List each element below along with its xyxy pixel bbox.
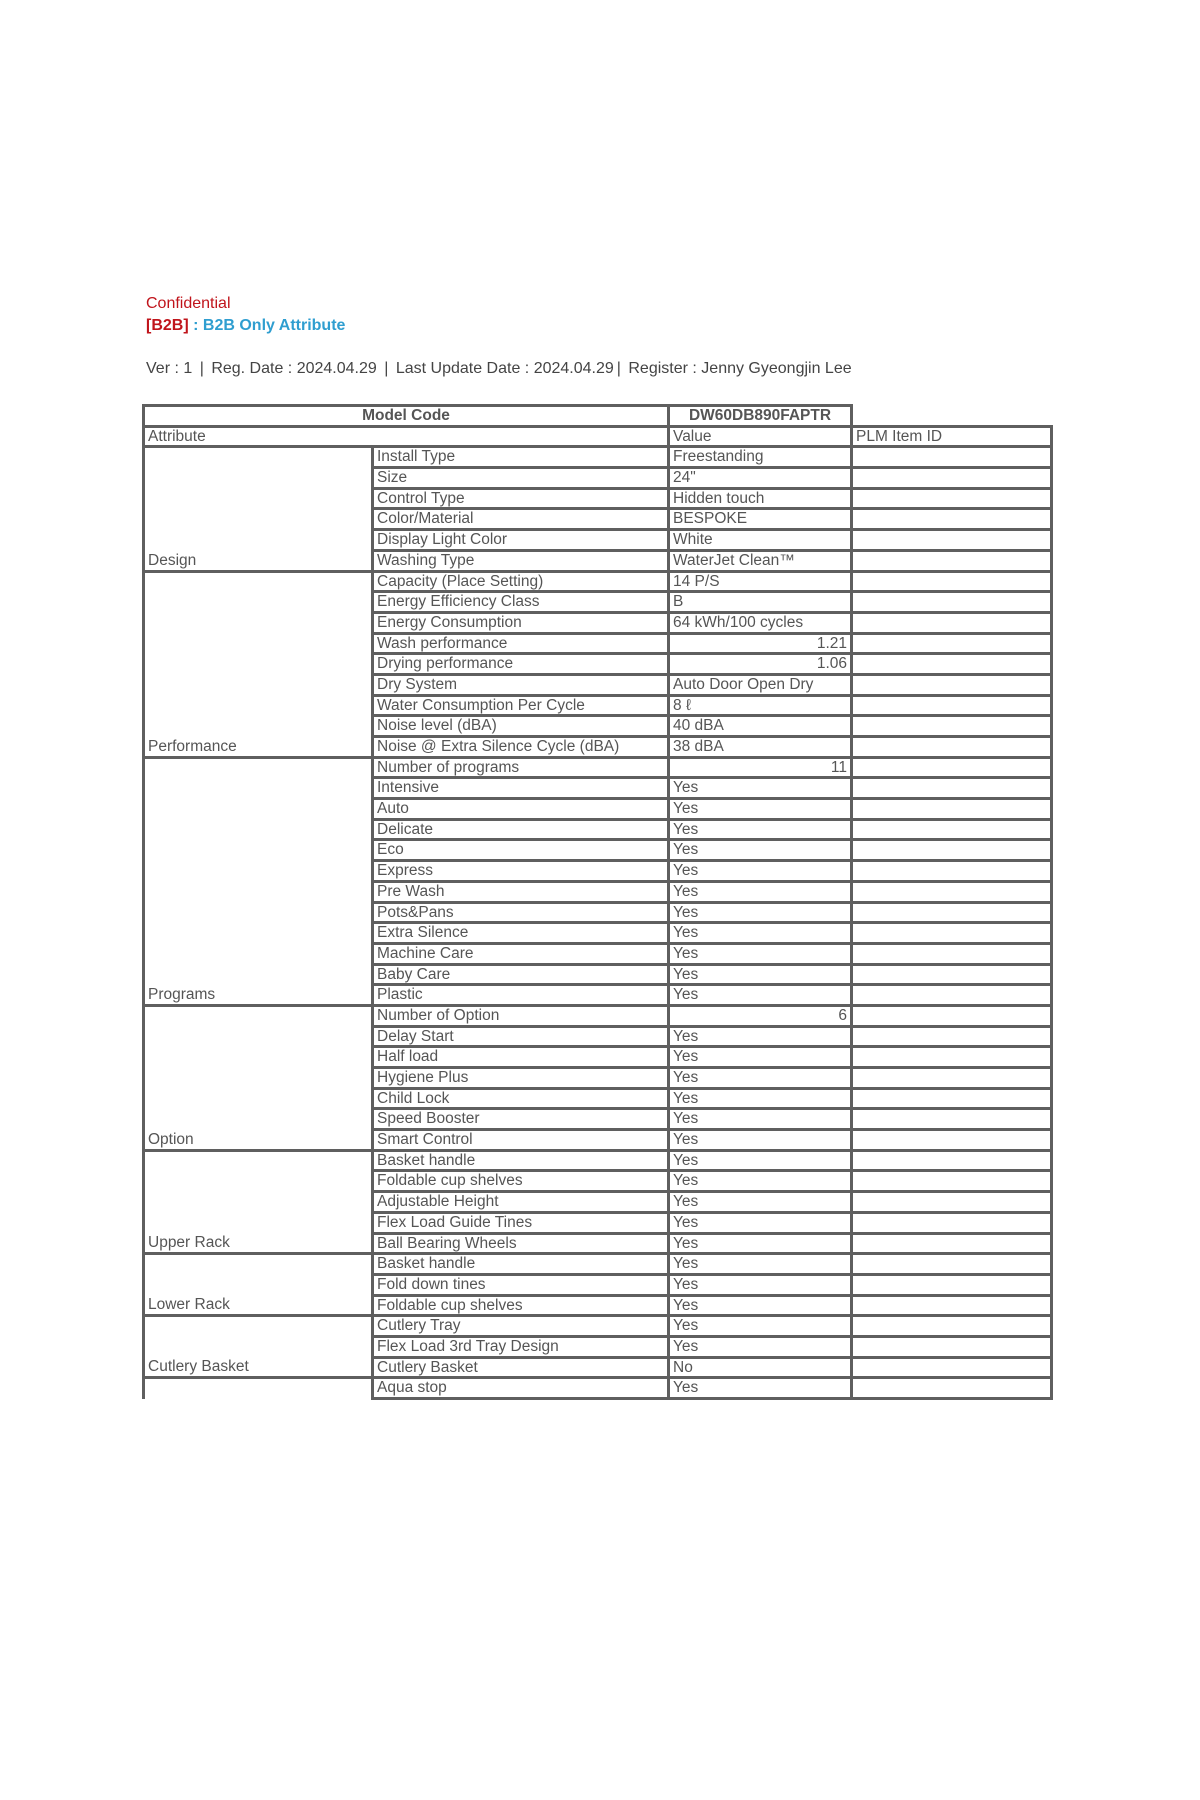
attribute-cell: Basket handle	[373, 1150, 669, 1171]
b2b-tag: [B2B]	[146, 317, 189, 334]
plm-item-id-cell	[852, 1274, 1052, 1295]
value-cell: Yes	[669, 1171, 852, 1192]
attribute-cell: Machine Care	[373, 943, 669, 964]
plm-item-id-cell	[852, 985, 1052, 1006]
plm-item-id-cell	[852, 1192, 1052, 1213]
plm-item-id-cell	[852, 902, 1052, 923]
value-cell: Yes	[669, 902, 852, 923]
attribute-header: Attribute	[144, 426, 669, 447]
register-label: Register : Jenny Gyeongjin Lee	[628, 360, 852, 377]
plm-item-id-cell	[852, 612, 1052, 633]
plm-item-id-cell	[852, 592, 1052, 613]
attribute-cell: Hygiene Plus	[373, 1068, 669, 1089]
plm-item-id-cell	[852, 1088, 1052, 1109]
plm-item-id-cell	[852, 1068, 1052, 1089]
last-update-label: Last Update Date : 2024.04.29	[395, 360, 614, 377]
value-cell: Yes	[669, 1316, 852, 1337]
value-cell: Yes	[669, 1192, 852, 1213]
attribute-cell: Size	[373, 468, 669, 489]
plm-item-id-cell	[852, 1212, 1052, 1233]
plm-item-id-cell	[852, 799, 1052, 820]
plm-item-id-cell	[852, 633, 1052, 654]
plm-item-id-cell	[852, 674, 1052, 695]
plm-item-id-cell	[852, 550, 1052, 571]
divider: |	[199, 360, 204, 377]
value-cell: Yes	[669, 881, 852, 902]
value-cell: 6	[669, 1005, 852, 1026]
table-row	[144, 1150, 1052, 1171]
attribute-cell: Speed Booster	[373, 1109, 669, 1130]
attribute-cell: Cutlery Tray	[373, 1316, 669, 1337]
value-cell: Yes	[669, 1233, 852, 1254]
attribute-cell: Water Consumption Per Cycle	[373, 695, 669, 716]
attribute-cell: Number of Option	[373, 1005, 669, 1026]
version-label: Ver : 1	[146, 360, 193, 377]
attribute-cell: Eco	[373, 840, 669, 861]
attribute-cell: Adjustable Height	[373, 1192, 669, 1213]
spec-table	[142, 404, 1053, 1400]
value-cell: BESPOKE	[669, 509, 852, 530]
category-cell: Performance	[144, 571, 373, 757]
plm-item-id-cell	[852, 1150, 1052, 1171]
plm-item-id-cell	[852, 468, 1052, 489]
model-code-value: DW60DB890FAPTR	[669, 406, 852, 427]
category-cell: Cutlery Basket	[144, 1316, 373, 1378]
value-cell: Yes	[669, 923, 852, 944]
table-row	[144, 1254, 1052, 1275]
value-cell: Yes	[669, 799, 852, 820]
attribute-cell: Energy Efficiency Class	[373, 592, 669, 613]
attribute-cell: Wash performance	[373, 633, 669, 654]
value-cell: Yes	[669, 819, 852, 840]
attribute-cell: Basket handle	[373, 1254, 669, 1275]
plm-item-id-cell	[852, 737, 1052, 758]
attribute-cell: Color/Material	[373, 509, 669, 530]
value-cell: Yes	[669, 1068, 852, 1089]
category-cell	[144, 1378, 373, 1399]
attribute-cell: Display Light Color	[373, 530, 669, 551]
plm-item-id-cell	[852, 861, 1052, 882]
plm-item-id-cell	[852, 1378, 1052, 1399]
table-row	[144, 571, 1052, 592]
value-cell: Yes	[669, 1336, 852, 1357]
plm-item-id-cell	[852, 1357, 1052, 1378]
attribute-cell: Ball Bearing Wheels	[373, 1233, 669, 1254]
divider: |	[616, 360, 621, 377]
attribute-cell: Foldable cup shelves	[373, 1171, 669, 1192]
attribute-cell: Drying performance	[373, 654, 669, 675]
attribute-cell: Capacity (Place Setting)	[373, 571, 669, 592]
value-cell: Yes	[669, 943, 852, 964]
plm-item-id-cell	[852, 1047, 1052, 1068]
value-cell: Yes	[669, 1254, 852, 1275]
attribute-cell: Delay Start	[373, 1026, 669, 1047]
attribute-cell: Child Lock	[373, 1088, 669, 1109]
plm-item-id-cell	[852, 943, 1052, 964]
value-cell: Yes	[669, 964, 852, 985]
value-cell: Yes	[669, 1274, 852, 1295]
attribute-cell: Aqua stop	[373, 1378, 669, 1399]
b2b-legend	[146, 316, 345, 336]
value-cell: Freestanding	[669, 447, 852, 468]
b2b-legend-text: B2B Only Attribute	[202, 317, 346, 334]
category-cell: Programs	[144, 757, 373, 1005]
table-row	[144, 447, 1052, 468]
value-cell: Yes	[669, 1047, 852, 1068]
table-row	[144, 1378, 1052, 1399]
plm-item-id-cell	[852, 1233, 1052, 1254]
table-row	[144, 757, 1052, 778]
plm-item-id-cell	[852, 571, 1052, 592]
value-cell: Yes	[669, 1026, 852, 1047]
value-cell: 64 kWh/100 cycles	[669, 612, 852, 633]
plm-item-id-header: PLM Item ID	[852, 426, 1052, 447]
reg-date-label: Reg. Date : 2024.04.29	[211, 360, 377, 377]
plm-item-id-cell	[852, 819, 1052, 840]
value-cell: 24"	[669, 468, 852, 489]
confidential-label: Confidential	[146, 295, 231, 312]
attribute-cell: Dry System	[373, 674, 669, 695]
plm-item-id-cell	[852, 1254, 1052, 1275]
category-cell: Upper Rack	[144, 1150, 373, 1253]
attribute-cell: Express	[373, 861, 669, 882]
value-cell: 14 P/S	[669, 571, 852, 592]
attribute-cell: Noise level (dBA)	[373, 716, 669, 737]
b2b-separator: :	[193, 317, 199, 334]
column-header-row	[144, 426, 1052, 447]
value-cell: White	[669, 530, 852, 551]
plm-item-id-cell	[852, 1130, 1052, 1151]
value-cell: Auto Door Open Dry	[669, 674, 852, 695]
plm-item-id-cell	[852, 654, 1052, 675]
value-cell: Yes	[669, 1109, 852, 1130]
value-cell: Yes	[669, 1212, 852, 1233]
value-cell: 38 dBA	[669, 737, 852, 758]
attribute-cell: Fold down tines	[373, 1274, 669, 1295]
attribute-cell: Number of programs	[373, 757, 669, 778]
plm-item-id-cell	[852, 840, 1052, 861]
value-cell: 11	[669, 757, 852, 778]
model-code-label: Model Code	[144, 406, 669, 427]
attribute-cell: Flex Load 3rd Tray Design	[373, 1336, 669, 1357]
value-cell: Yes	[669, 778, 852, 799]
value-cell: Yes	[669, 1150, 852, 1171]
plm-item-id-cell	[852, 447, 1052, 468]
model-code-row	[144, 406, 1052, 427]
plm-item-id-cell	[852, 1109, 1052, 1130]
category-cell: Lower Rack	[144, 1254, 373, 1316]
plm-item-id-cell	[852, 1171, 1052, 1192]
divider: |	[384, 360, 389, 377]
attribute-cell: Noise @ Extra Silence Cycle (dBA)	[373, 737, 669, 758]
attribute-cell: Pre Wash	[373, 881, 669, 902]
plm-item-id-cell	[852, 1026, 1052, 1047]
value-cell: Hidden touch	[669, 488, 852, 509]
value-cell: Yes	[669, 1295, 852, 1316]
table-row	[144, 1005, 1052, 1026]
value-cell: 1.21	[669, 633, 852, 654]
value-cell: Yes	[669, 1130, 852, 1151]
attribute-cell: Flex Load Guide Tines	[373, 1212, 669, 1233]
value-cell: B	[669, 592, 852, 613]
value-cell: WaterJet Clean™	[669, 550, 852, 571]
attribute-cell: Pots&Pans	[373, 902, 669, 923]
plm-item-id-cell	[852, 1316, 1052, 1337]
blank-cell	[852, 406, 1052, 427]
attribute-cell: Energy Consumption	[373, 612, 669, 633]
plm-item-id-cell	[852, 488, 1052, 509]
plm-item-id-cell	[852, 716, 1052, 737]
category-cell: Option	[144, 1005, 373, 1150]
value-header: Value	[669, 426, 852, 447]
plm-item-id-cell	[852, 1336, 1052, 1357]
value-cell: Yes	[669, 1378, 852, 1399]
plm-item-id-cell	[852, 530, 1052, 551]
table-row	[144, 1316, 1052, 1337]
attribute-cell: Intensive	[373, 778, 669, 799]
value-cell: Yes	[669, 840, 852, 861]
category-cell: Design	[144, 447, 373, 571]
value-cell: No	[669, 1357, 852, 1378]
plm-item-id-cell	[852, 923, 1052, 944]
plm-item-id-cell	[852, 778, 1052, 799]
attribute-cell: Washing Type	[373, 550, 669, 571]
value-cell: 1.06	[669, 654, 852, 675]
value-cell: Yes	[669, 861, 852, 882]
version-info	[146, 359, 852, 379]
value-cell: 40 dBA	[669, 716, 852, 737]
plm-item-id-cell	[852, 1295, 1052, 1316]
plm-item-id-cell	[852, 1005, 1052, 1026]
attribute-cell: Half load	[373, 1047, 669, 1068]
value-cell: Yes	[669, 985, 852, 1006]
value-cell: Yes	[669, 1088, 852, 1109]
plm-item-id-cell	[852, 881, 1052, 902]
value-cell: 8 ℓ	[669, 695, 852, 716]
attribute-cell: Foldable cup shelves	[373, 1295, 669, 1316]
plm-item-id-cell	[852, 964, 1052, 985]
plm-item-id-cell	[852, 695, 1052, 716]
attribute-cell: Install Type	[373, 447, 669, 468]
plm-item-id-cell	[852, 509, 1052, 530]
attribute-cell: Plastic	[373, 985, 669, 1006]
attribute-cell: Extra Silence	[373, 923, 669, 944]
attribute-cell: Delicate	[373, 819, 669, 840]
attribute-cell: Control Type	[373, 488, 669, 509]
plm-item-id-cell	[852, 757, 1052, 778]
attribute-cell: Cutlery Basket	[373, 1357, 669, 1378]
attribute-cell: Smart Control	[373, 1130, 669, 1151]
attribute-cell: Baby Care	[373, 964, 669, 985]
attribute-cell: Auto	[373, 799, 669, 820]
